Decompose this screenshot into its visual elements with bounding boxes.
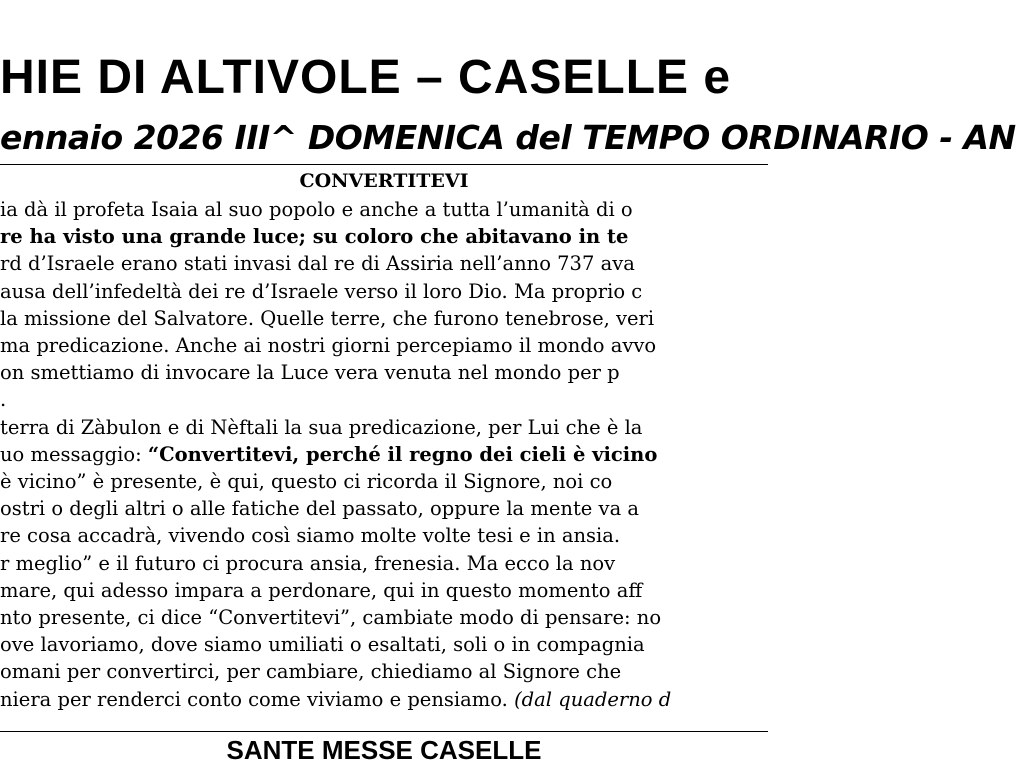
page-title: HIE DI ALTIVOLE – CASELLE e: [0, 51, 732, 104]
article-line: [0, 196, 633, 223]
page-subtitle: ennaio 2026 III^ DOMENICA del TEMPO ORDINARIO - AN: [0, 118, 1016, 157]
text-run: terra di Zàbulon e di Nèftali la sua predicazione, per Lui che è la: [0, 415, 643, 439]
text-run: .: [0, 388, 7, 412]
text-run: ma predicazione. Anche ai nostri giorni percepiamo il mondo avvo: [0, 334, 657, 357]
bold-text: re ha visto una grande luce; su coloro che abitavano in te: [0, 225, 629, 249]
article-line: [0, 250, 635, 277]
article-line: [0, 495, 639, 522]
text-run: r meglio” e il futuro ci procura ansia, frenesia. Ma ecco la nov: [0, 551, 616, 575]
article-line: [0, 522, 620, 549]
article-line: [0, 468, 612, 495]
article-line: [0, 386, 6, 413]
text-run: omani per convertirci, per cambiare, chiediamo al Signore che: [0, 660, 622, 684]
divider-top: [0, 164, 768, 165]
article-line: [0, 686, 671, 713]
bold-text: “Convertitevi, perché il regno dei cieli è vicino: [147, 442, 658, 466]
article-line: [0, 223, 628, 250]
article-line: [0, 658, 621, 685]
article-line: [0, 631, 645, 658]
article-line: [0, 332, 656, 359]
text-run: ia dà il profeta Isaia al suo popolo e anche a tutta l’umanità di o: [0, 198, 633, 221]
text-run: niera per renderci conto come viviamo e pensiamo.: [0, 687, 515, 711]
article-heading: CONVERTITEVI: [299, 170, 469, 192]
article-line: [0, 550, 615, 577]
article-line: [0, 305, 654, 332]
text-run: la missione del Salvatore. Quelle terre, che furono tenebrose, veri: [0, 306, 655, 330]
divider-bottom: [0, 731, 768, 732]
text-run: nto presente, ci dice “Convertitevi”, cambiate modo di pensare: no: [0, 606, 662, 629]
article-line: [0, 604, 661, 631]
text-run: ove lavoriamo, dove siamo umiliati o esaltati, soli o in compagnia: [0, 633, 645, 657]
section-title: SANTE MESSE CASELLE: [226, 735, 542, 765]
article-line: [0, 359, 620, 386]
article-line: [0, 278, 642, 305]
text-run: uo messaggio:: [0, 442, 148, 466]
article-line: [0, 414, 642, 441]
text-run: mare, qui adesso impara a perdonare, qui in questo momento aff: [0, 578, 643, 602]
article-line: [0, 441, 657, 468]
text-run: rd d’Israele erano stati invasi dal re di Assiria nell’anno 737 ava: [0, 252, 635, 276]
article-line: [0, 577, 642, 604]
text-run: ausa dell’infedeltà dei re d’Israele verso il loro Dio. Ma proprio c: [0, 279, 643, 303]
text-run: è vicino” è presente, è qui, questo ci ricorda il Signore, noi co: [0, 470, 613, 493]
text-run: ostri o degli altri o alle fatiche del passato, oppure la mente va a: [0, 497, 640, 521]
text-run: on smettiamo di invocare la Luce vera venuta nel mondo per p: [0, 361, 620, 385]
italic-text: (dal quaderno d: [514, 687, 672, 711]
text-run: re cosa accadrà, vivendo così siamo molte volte tesi e in ansia.: [0, 524, 621, 548]
